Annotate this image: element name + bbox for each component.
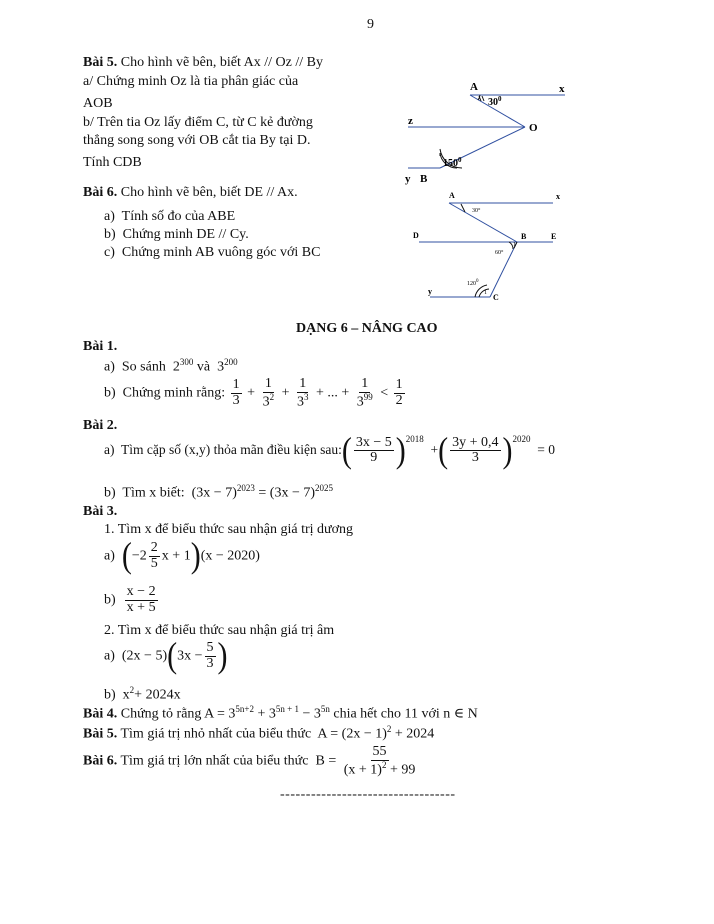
bai1-title: Bài 1. bbox=[83, 339, 118, 354]
label-O: O bbox=[529, 122, 538, 134]
label-E: E bbox=[551, 232, 557, 241]
label-y: y bbox=[405, 173, 411, 185]
bai3-title: Bài 3. bbox=[83, 504, 118, 519]
bai4: Bài 4. Chứng tỏ rằng $A = 3^{5n+2} + 3^{5n + 1} - 3^{5n}$ chia hết cho 11 với n ∈ N bbox=[83, 704, 478, 722]
section-title: DẠNG 6 – NÂNG CAO bbox=[296, 321, 438, 336]
label-z: z bbox=[408, 115, 413, 127]
mark-1-B: 1 bbox=[513, 242, 516, 248]
angle-C-value: $120^0$ bbox=[467, 279, 479, 287]
bai1-b: b) Chứng minh rằng: $\frac{1}{3}$ + $\frac{1}{3^2}$ + $\frac{1}{3^3}$ + ... + $\frac{1}{3^{99}}$ < $\frac{1}{2}$ bbox=[104, 376, 403, 410]
bai5-geo-a1: a/ Chứng minh Oz là tia phân giác của bbox=[83, 74, 299, 89]
label-x: x bbox=[556, 192, 560, 201]
bai6-geo-item-c: c) Chứng minh AB vuông góc với BC bbox=[104, 245, 321, 260]
bai3-p2a: a) (2x − 5)(3x − $\frac{5}{3}$ ) bbox=[104, 635, 228, 676]
label-B: B bbox=[420, 173, 428, 185]
angle-B-value: $150^0$ bbox=[443, 156, 462, 169]
angle-B-value: 60° bbox=[495, 250, 504, 256]
bai5-geo-b3: Tính CDB bbox=[83, 155, 142, 170]
figure-2-parallel-lines bbox=[405, 188, 575, 305]
bai3-p2: 2. Tìm x để biểu thức sau nhận giá trị âm bbox=[104, 623, 335, 638]
bai2-title: Bài 2. bbox=[83, 418, 118, 433]
label-A: A bbox=[449, 191, 455, 200]
bai3-p1a: a) (−2 $\frac{2}{5}$ x + 1)(x − 2020) bbox=[104, 535, 260, 576]
label-B: B bbox=[521, 232, 527, 241]
bai6: Bài 6. Tìm giá trị lớn nhất của biểu thức B = $\frac{55}{(x + 1)^2 + 99}$ bbox=[83, 744, 416, 778]
label-D: D bbox=[413, 231, 419, 240]
bai3-p1b: b) $\frac{x - 2}{x + 5}$ bbox=[104, 584, 156, 615]
bai5-geo-a2: AOB bbox=[83, 96, 113, 111]
label-y: y bbox=[428, 287, 432, 296]
angle-A-value: 30° bbox=[472, 208, 481, 214]
mark-1-C: 1 bbox=[484, 290, 487, 296]
segment-AB bbox=[449, 203, 517, 242]
page-number: 9 bbox=[367, 17, 374, 32]
bai6-geo-intro: Bài 6. Cho hình vẽ bên, biết DE // Ax. bbox=[83, 185, 298, 200]
label-A: A bbox=[470, 81, 478, 93]
angle-A-value: $30^0$ bbox=[488, 95, 502, 108]
bai5-geo-intro: Bài 5. Cho hình vẽ bên, biết Ax // Oz // By bbox=[83, 55, 323, 70]
label-x: x bbox=[559, 83, 565, 95]
bai2-a: a) Tìm cặp số (x,y) thỏa mãn điều kiện sau:( $\frac{3x - 5}{9}$ )$^{2018}$ +( $\frac{3y + 0,4}{3}$ )$^{2020}$ = 0 bbox=[104, 430, 556, 471]
bai5-geo-b2: thẳng song song với OB cắt tia By tại D. bbox=[83, 133, 311, 148]
figure-1-parallel-lines bbox=[400, 76, 590, 186]
bai3-p1: 1. Tìm x để biểu thức sau nhận giá trị dương bbox=[104, 522, 353, 537]
label-C: C bbox=[493, 293, 499, 302]
bai5-geo-b1: b/ Trên tia Oz lấy điểm C, từ C kẻ đường bbox=[83, 115, 313, 130]
bai5: Bài 5. Tìm giá trị nhỏ nhất của biểu thức $A = (2x - 1)^2 + 2024$ bbox=[83, 724, 435, 742]
bai6-geo-item-a: a) Tính số đo của ABE bbox=[104, 209, 236, 224]
bai3-p2b: b) $x^2+ 2024x$ bbox=[104, 685, 181, 703]
bai6-geo-item-b: b) Chứng minh DE // Cy. bbox=[104, 227, 249, 242]
end-rule: ---------------------------------- bbox=[280, 787, 456, 802]
bai1-a: a) So sánh $2^{300}$ và $3^{200}$ bbox=[104, 357, 238, 375]
bai2-b: b) Tìm x biết: $(3x - 7)^{2023} = (3x - 7)^{2025}$ bbox=[104, 483, 334, 501]
